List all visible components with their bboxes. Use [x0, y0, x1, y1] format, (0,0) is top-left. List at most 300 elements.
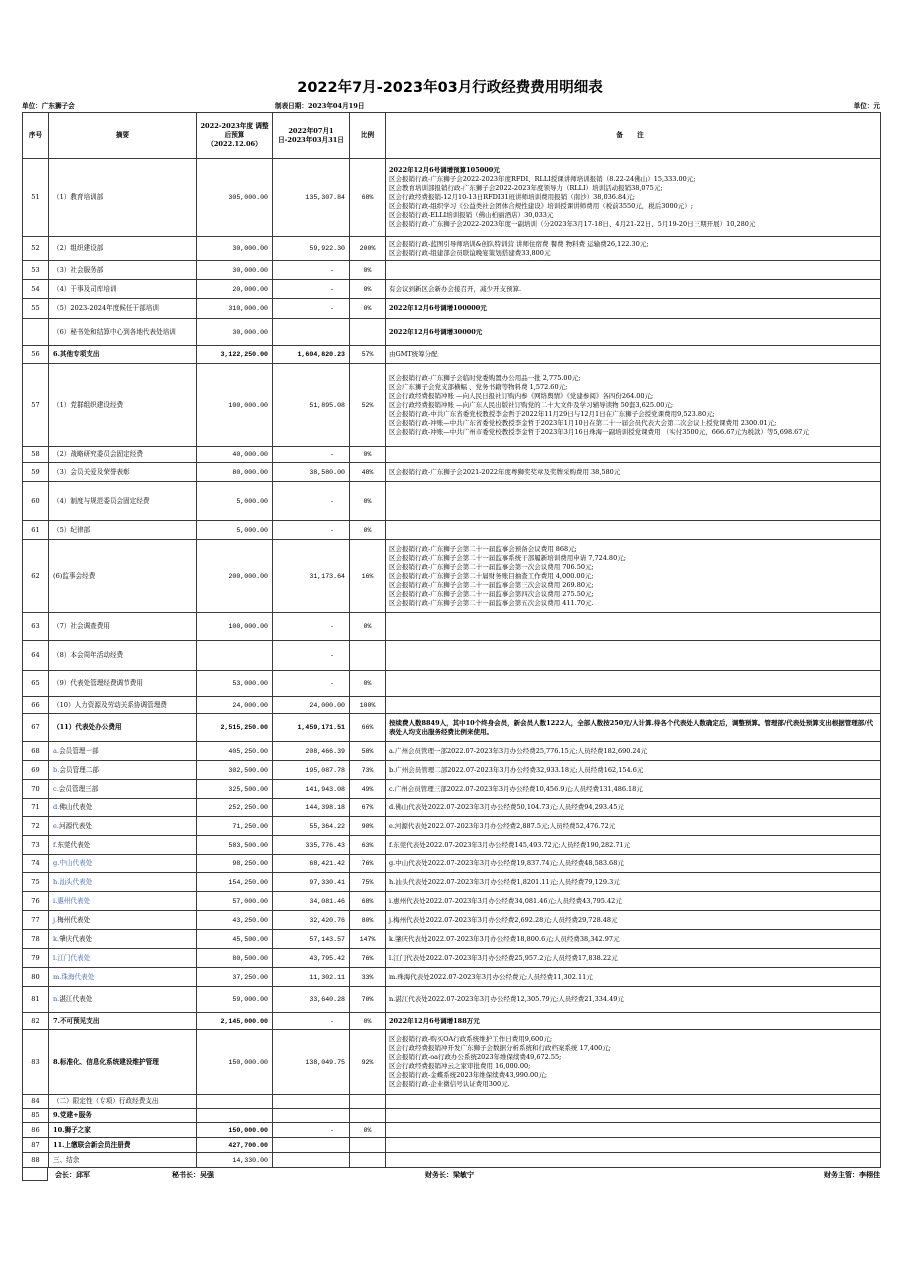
row-item [49, 761, 197, 780]
remark-line: 2022年12月6号调增30000元 [389, 327, 483, 336]
row-item: （4）制度与规范委员会固定经费 [49, 482, 197, 521]
table-row [23, 319, 881, 346]
row-item: （8）本会周年活动经费 [49, 641, 197, 671]
row-actual [273, 319, 350, 346]
row-number: 60 [23, 482, 49, 521]
remark-line: d.佛山代表处2022.07-2023年3月办公经费50,104.73元;人员经费94,293.45元 [389, 803, 624, 811]
table-row [23, 261, 881, 280]
row-ratio [350, 641, 386, 671]
row-item [49, 780, 197, 799]
president-signature: 会长：邱军 [55, 1170, 90, 1179]
row-actual [273, 1153, 350, 1168]
table-row [23, 930, 881, 949]
treasurer-signature: 财务长：梁敏宁 [425, 1170, 474, 1179]
row-number: 84 [23, 1095, 49, 1109]
remark-line: 区会报销行政-蓝图引导师培训&创队特训营 讲师住宿费 餐费 物料费 运输费26,122.30元; [389, 239, 649, 248]
table-row [23, 1153, 881, 1168]
row-item: (6)监事会经费 [49, 540, 197, 613]
row-number: 54 [23, 280, 49, 299]
row-item-label: 惠州代表处 [57, 896, 91, 905]
row-item-prefix: a. [53, 746, 60, 755]
row-number: 78 [23, 930, 49, 949]
row-budget: 80,500.00 [197, 949, 273, 968]
table-body [23, 159, 881, 1168]
row-number [23, 319, 49, 346]
remark-line: 区会报销行政-广东狮子会第二十一届监事会第一次会议费用 706.50元; [389, 562, 594, 571]
row-remarks [386, 1095, 881, 1109]
row-budget: 14,330.00 [197, 1153, 273, 1168]
row-actual: 208,466.39 [273, 742, 350, 761]
row-item-label: 中山代表处 [59, 859, 93, 867]
remark-line: 区会报销行政-广东狮子会第二十一届监事会第三次会议费用 269.80元; [389, 580, 594, 589]
row-budget: 43,250.00 [197, 911, 273, 930]
remark-line: 2022年12月6号调增100000元 [389, 304, 487, 312]
remark-line: 2022年12月6号调增预算105000元 [389, 166, 500, 174]
row-item-label: 汕头代表处 [59, 877, 93, 886]
row-budget: 45,500.00 [197, 930, 273, 949]
row-remarks [386, 346, 881, 364]
remark-line: 区会报销行政-广东狮子会第二十一届监事会预备会议费用 868元; [389, 544, 577, 553]
row-remarks [386, 968, 881, 987]
row-item: （10）人力资源及劳动关系协调管理费 [49, 697, 197, 714]
row-ratio: 0% [350, 671, 386, 697]
row-ratio: 92% [350, 1030, 386, 1095]
row-ratio [350, 1095, 386, 1109]
row-remarks [386, 855, 881, 873]
row-item-prefix: f. [53, 840, 58, 849]
remark-line: 区会行政经费报销冲开发广东狮子会数据分析系统和行政档案系统 17,400元; [389, 1044, 611, 1052]
row-number: 83 [23, 1030, 49, 1095]
row-remarks [386, 1030, 881, 1095]
row-item-label: 东莞代表处 [57, 840, 91, 849]
row-remarks [386, 799, 881, 817]
table-row [23, 817, 881, 836]
table-row [23, 159, 881, 237]
row-remarks [386, 930, 881, 949]
remark-line: b.广州会员管理二部2022.07-2023年3月办公经费32,933.18元;人员经费162,154.6元 [389, 765, 644, 774]
row-item-label: 珠海代表处 [61, 972, 95, 981]
row-remarks [386, 714, 881, 742]
table-row [23, 364, 881, 447]
row-remarks [386, 613, 881, 641]
table-row [23, 780, 881, 799]
row-item: （3）社会服务部 [49, 261, 197, 280]
row-actual: 195,087.78 [273, 761, 350, 780]
table-row [23, 697, 881, 714]
row-item-prefix: k. [53, 934, 60, 943]
remark-line: 区会行政经费报销冲云之家审批费用 16,000.00; [389, 1062, 531, 1070]
table-row [23, 714, 881, 742]
row-remarks [386, 447, 881, 463]
row-actual: - [273, 671, 350, 697]
row-budget: 405,250.00 [197, 742, 273, 761]
row-remarks [386, 671, 881, 697]
row-item-prefix: m. [53, 972, 62, 981]
row-item-prefix: h. [53, 877, 60, 886]
row-ratio [350, 1138, 386, 1153]
row-ratio: 76% [350, 949, 386, 968]
remark-line: 区会报销行政-广东狮子会第二十届财务账目抽查工作费用 4,000.00元; [389, 571, 594, 580]
remark-line: m.珠海代表处2022.07-2023年3月办公经费元;人员经费11,302.11元 [389, 972, 593, 981]
row-actual: - [273, 1123, 350, 1138]
row-actual: 135,307.84 [273, 159, 350, 237]
row-item: （11）代表处办公费用 [49, 714, 197, 742]
table-row [23, 346, 881, 364]
row-ratio: 48% [350, 463, 386, 482]
prepared-date: 制表日期：2023年04月19日 [275, 102, 365, 110]
row-remarks [386, 237, 881, 261]
row-ratio: 0% [350, 482, 386, 521]
row-ratio: 75% [350, 873, 386, 892]
remark-line: 区会广东狮子会党支部横幅 、党务书籍等物料费 1,572.60元; [389, 382, 568, 391]
expense-table [22, 112, 881, 1168]
row-number: 86 [23, 1123, 49, 1138]
table-row [23, 521, 881, 540]
signature-footer [22, 1169, 880, 1181]
remark-line: 区会报销行政-组建部会员联谊晚宴策划搭建费33,800元 [389, 248, 551, 257]
row-number: 70 [23, 780, 49, 799]
remark-line: 区会报销行政-广东狮子会2022-2023年度一副培训（分2023年3月17-18日、4月21-22日、5月19-20日三期开展）10,280元 [389, 220, 756, 228]
row-number: 81 [23, 987, 49, 1013]
row-item-prefix: n. [53, 995, 60, 1003]
row-number: 87 [23, 1138, 49, 1153]
row-budget: 20,000.00 [197, 280, 273, 299]
row-budget: 154,250.00 [197, 873, 273, 892]
row-remarks [386, 280, 881, 299]
column-header-actual: 2022年07月1日-2023年03月31日 [273, 113, 350, 159]
row-item: （二）限定性（专项）行政经费支出 [49, 1095, 197, 1109]
row-ratio: 100% [350, 697, 386, 714]
row-item: 三、结余 [49, 1153, 197, 1168]
row-item-label: 会员管理三部 [58, 784, 99, 793]
row-budget: 427,700.00 [197, 1138, 273, 1153]
remark-line: 区会行政经费报销-12月10-13日RFDI31班讲师培训费用报销（南沙）38,036.84元; [389, 193, 635, 201]
row-item [49, 987, 197, 1013]
row-item: 9.党建+服务 [49, 1109, 197, 1123]
document-title: 2022年7月-2023年03月行政经费费用明细表 [297, 80, 603, 96]
row-number: 68 [23, 742, 49, 761]
row-budget: 59,000.00 [197, 987, 273, 1013]
row-remarks [386, 261, 881, 280]
row-remarks [386, 641, 881, 671]
row-budget: 40,000.00 [197, 447, 273, 463]
row-budget: 100,000.00 [197, 364, 273, 447]
table-row [23, 836, 881, 855]
row-budget: 53,000.00 [197, 671, 273, 697]
row-number: 58 [23, 447, 49, 463]
table-row [23, 873, 881, 892]
table-row [23, 1123, 881, 1138]
remark-line: 区会报销行政-冲账—中共广东省委党校教授李金哲于2023年1月10日在第二十一届会员代表大会第二次会议上授党课费用 2300.01元; [389, 418, 777, 427]
row-ratio: 90% [350, 817, 386, 836]
row-item [49, 817, 197, 836]
table-row [23, 1030, 881, 1095]
table-row [23, 540, 881, 613]
row-item-prefix: g. [53, 859, 60, 867]
table-row [23, 482, 881, 521]
row-number: 76 [23, 892, 49, 911]
row-number: 67 [23, 714, 49, 742]
row-item-label: 江门代表处 [57, 953, 91, 962]
row-budget: 71,250.00 [197, 817, 273, 836]
row-actual: - [273, 299, 350, 319]
row-actual: 138,049.75 [273, 1030, 350, 1095]
row-item: （5）纪律部 [49, 521, 197, 540]
row-actual: 38,580.00 [273, 463, 350, 482]
row-budget: 2,145,000.00 [197, 1013, 273, 1030]
remark-line: 由GMT统筹分配 [389, 350, 438, 358]
remark-line: 区会报销行政-购买OA行政系统维护工作日费用9,600元; [389, 1035, 553, 1043]
row-budget: 30,000.00 [197, 237, 273, 261]
remark-line: 区会报销行政-广东狮子会第二十一届监事会第五次会议费用 411.70元. [389, 598, 594, 607]
row-actual: 55,364.22 [273, 817, 350, 836]
row-actual: 57,143.57 [273, 930, 350, 949]
currency-unit: 单位：元 [853, 102, 880, 110]
row-ratio: 0% [350, 261, 386, 280]
remark-line: h.汕头代表处2022.07-2023年3月办公经费1,8201.11元;人员经费79,129.3元 [389, 877, 620, 886]
row-budget: 302,500.00 [197, 761, 273, 780]
row-actual: - [273, 641, 350, 671]
row-number: 71 [23, 799, 49, 817]
table-row [23, 463, 881, 482]
column-header-number: 序号 [23, 113, 49, 159]
row-actual: 59,922.30 [273, 237, 350, 261]
row-remarks [386, 836, 881, 855]
row-ratio: 33% [350, 968, 386, 987]
row-actual: 141,943.08 [273, 780, 350, 799]
row-remarks [386, 987, 881, 1013]
remark-line: 区会报销行政-中共广东省委党校教授李金哲于2022年11月29日与12月1日在广东狮子会授党课费用9,523.80元; [389, 409, 715, 418]
row-actual: 31,173.64 [273, 540, 350, 613]
table-row [23, 855, 881, 873]
row-budget: 98,250.00 [197, 855, 273, 873]
table-row [23, 1013, 881, 1030]
row-budget: 583,500.00 [197, 836, 273, 855]
row-number: 51 [23, 159, 49, 237]
secretary-signature: 秘书长：吴强 [172, 1170, 214, 1179]
row-ratio: 68% [350, 159, 386, 237]
row-actual: - [273, 261, 350, 280]
table-row [23, 892, 881, 911]
remark-line: 2022年12月6号调增188万元 [389, 1016, 480, 1025]
remark-line: 区会报销行政-ELLI培训报销（佛山柏丽酒店）30,033元 [389, 211, 554, 219]
row-remarks [386, 892, 881, 911]
row-actual: 33,640.28 [273, 987, 350, 1013]
row-item-prefix: d. [53, 803, 60, 811]
row-number: 79 [23, 949, 49, 968]
remark-line: 区会报销行政-广东狮子会2022-2023年度RFDI、RLLI授课讲师培训报销（8.22-24佛山）15,333.00元; [389, 175, 696, 183]
row-remarks [386, 521, 881, 540]
organization-label: 单位：广东狮子会 [22, 102, 75, 110]
remark-line: 区会报销行政-组织学习《公益类社会团体合规性建设》培训授课讲师费用（税前3550元，税后3000元）; [389, 202, 693, 210]
row-ratio: 49% [350, 780, 386, 799]
row-number: 74 [23, 855, 49, 873]
row-remarks [386, 1123, 881, 1138]
row-budget: 5,000.00 [197, 482, 273, 521]
row-budget: 325,500.00 [197, 780, 273, 799]
row-ratio: 0% [350, 299, 386, 319]
row-number: 77 [23, 911, 49, 930]
row-ratio: 57% [350, 346, 386, 364]
remark-line: i.惠州代表处2022.07-2023年3月办公经费34,081.46元;人员经费43,795.42元 [389, 896, 622, 905]
remark-line: 区会报销行政-金蝶系统2023年维保续费43,990.00元; [389, 1071, 548, 1079]
row-item [49, 968, 197, 987]
table-row [23, 968, 881, 987]
row-number: 57 [23, 364, 49, 447]
row-actual: 1,604,820.23 [273, 346, 350, 364]
table-row [23, 987, 881, 1013]
row-actual: - [273, 447, 350, 463]
row-item-prefix: l. [53, 953, 58, 962]
row-budget: 37,250.00 [197, 968, 273, 987]
row-budget: 100,000.00 [197, 613, 273, 641]
row-remarks [386, 1153, 881, 1168]
finance-supervisor-signature: 财务主管：李栩佳 [824, 1170, 880, 1179]
remark-line: n.湛江代表处2022.07-2023年3月办公经费12,305.79元;人员经费21,334.49元 [389, 995, 624, 1003]
table-row [23, 237, 881, 261]
row-budget [197, 641, 273, 671]
row-number: 53 [23, 261, 49, 280]
row-item: （2）战略研究委员会固定经费 [49, 447, 197, 463]
row-item [49, 873, 197, 892]
row-number: 52 [23, 237, 49, 261]
row-ratio: 66% [350, 714, 386, 742]
table-row [23, 280, 881, 299]
table-row [23, 299, 881, 319]
document-meta [22, 101, 880, 111]
row-ratio: 68% [350, 892, 386, 911]
row-actual: - [273, 482, 350, 521]
row-item-label: 会员管理二部 [59, 765, 99, 774]
row-actual: - [273, 613, 350, 641]
remark-line: l.江门代表处2022.07-2023年3月办公经费25,957.2元;人员经费17,838.22元 [389, 953, 618, 962]
row-item [49, 799, 197, 817]
row-actual: 32,420.76 [273, 911, 350, 930]
remark-line: 区会报销行政-广东狮子会2021-2022年度粤狮奖奖章及奖牌采购费用 38,580元 [389, 467, 621, 476]
row-item: （3）会员关爱及荣誉表彰 [49, 463, 197, 482]
row-number: 66 [23, 697, 49, 714]
row-ratio: 70% [350, 987, 386, 1013]
row-ratio: 16% [350, 540, 386, 613]
remark-line: j.梅州代表处2022.07-2023年3月办公经费2,692.28元;人员经费29,728.48元 [389, 915, 618, 924]
row-ratio: 58% [350, 742, 386, 761]
row-item [49, 892, 197, 911]
row-remarks [386, 540, 881, 613]
row-number: 69 [23, 761, 49, 780]
column-header-remarks: 备 注 [386, 113, 881, 159]
row-number: 80 [23, 968, 49, 987]
row-actual: 97,330.41 [273, 873, 350, 892]
row-item: 11.上缴联会新会员注册费 [49, 1138, 197, 1153]
table-row [23, 1095, 881, 1109]
row-actual [273, 1095, 350, 1109]
row-item: （5）2023-2024年度候任干部培训 [49, 299, 197, 319]
row-budget [197, 1109, 273, 1123]
table-row [23, 949, 881, 968]
row-number: 61 [23, 521, 49, 540]
row-number: 63 [23, 613, 49, 641]
remark-line: c.广州会员管理三部2022.07-2023年3月办公经费10,456.9元;人员经费131,486.18元 [389, 784, 643, 793]
row-remarks [386, 742, 881, 761]
row-number: 65 [23, 671, 49, 697]
row-item: （7）社会调查费用 [49, 613, 197, 641]
table-row [23, 671, 881, 697]
row-budget: 150,000.00 [197, 1123, 273, 1138]
row-ratio [350, 319, 386, 346]
table-row [23, 742, 881, 761]
row-actual [273, 1138, 350, 1153]
row-remarks [386, 319, 881, 346]
row-ratio: 0% [350, 447, 386, 463]
row-remarks [386, 911, 881, 930]
row-ratio: 67% [350, 799, 386, 817]
row-item-prefix: c. [53, 784, 59, 793]
remark-line: 区会报销行政-oa行政办公系统2023年维保续费49,672.55; [389, 1053, 562, 1061]
remark-line: 区会报销行政-冲账—中共广州市委党校教授李金哲于2023年3月16日珠海一副培训授党课费用 （实付3500元，666.67元为税款）等5,698.67元 [389, 427, 809, 436]
column-header-ratio: 比例 [350, 113, 386, 159]
row-actual: 34,081.46 [273, 892, 350, 911]
table-header-row [23, 113, 881, 159]
row-actual: 68,421.42 [273, 855, 350, 873]
row-budget: 200,000.00 [197, 540, 273, 613]
row-actual: 144,398.18 [273, 799, 350, 817]
row-ratio: 76% [350, 855, 386, 873]
row-actual: - [273, 280, 350, 299]
row-item-prefix: b. [53, 765, 60, 774]
row-ratio [350, 1153, 386, 1168]
row-remarks [386, 817, 881, 836]
remark-line: 区会行政经费报销冲账 —向人民日报社订购内参《网络舆情》《党建参阅》各四份264.00元; [389, 391, 654, 400]
row-budget: 3,122,250.00 [197, 346, 273, 364]
row-remarks [386, 364, 881, 447]
row-remarks [386, 949, 881, 968]
row-number: 82 [23, 1013, 49, 1030]
row-budget: 150,000.00 [197, 1030, 273, 1095]
row-item-label: 肇庆代表处 [59, 934, 93, 943]
row-item-prefix: e. [53, 821, 59, 830]
row-actual: 51,895.08 [273, 364, 350, 447]
row-ratio: 73% [350, 761, 386, 780]
row-item [49, 855, 197, 873]
column-header-item: 摘要 [49, 113, 197, 159]
row-ratio: 80% [350, 911, 386, 930]
row-number: 55 [23, 299, 49, 319]
row-number: 56 [23, 346, 49, 364]
row-actual: 11,302.11 [273, 968, 350, 987]
row-item [49, 930, 197, 949]
row-actual: - [273, 1013, 350, 1030]
row-item [49, 836, 197, 855]
row-budget: 305,000.00 [197, 159, 273, 237]
row-ratio: 0% [350, 1013, 386, 1030]
table-row [23, 911, 881, 930]
row-ratio: 0% [350, 1123, 386, 1138]
remark-line: 区会报销行政-广东狮子会第二十一届监事会第四次会议费用 275.50元; [389, 589, 594, 598]
row-item: 7.不可预见支出 [49, 1013, 197, 1030]
remark-line: k.肇庆代表处2022.07-2023年3月办公经费18,800.6元;人员经费38,342.97元 [389, 934, 620, 943]
row-actual [273, 1109, 350, 1123]
row-remarks [386, 761, 881, 780]
row-ratio: 0% [350, 613, 386, 641]
row-budget: 57,000.00 [197, 892, 273, 911]
row-remarks [386, 1138, 881, 1153]
row-actual: - [273, 521, 350, 540]
remark-line: g.中山代表处2022.07-2023年3月办公经费19,837.74元;人员经费48,583.68元 [389, 859, 624, 867]
remark-line: f.东莞代表处2022.07-2023年3月办公经费145,493.72元;人员经费190,282.71元 [389, 840, 631, 849]
row-item: （6）秘书处和结算中心到各地代表处培训 [49, 319, 197, 346]
row-budget [197, 1095, 273, 1109]
remark-line: e.河源代表处2022.07-2023年3月办公经费2,887.5元;人员经费52,476.72元 [389, 821, 616, 830]
